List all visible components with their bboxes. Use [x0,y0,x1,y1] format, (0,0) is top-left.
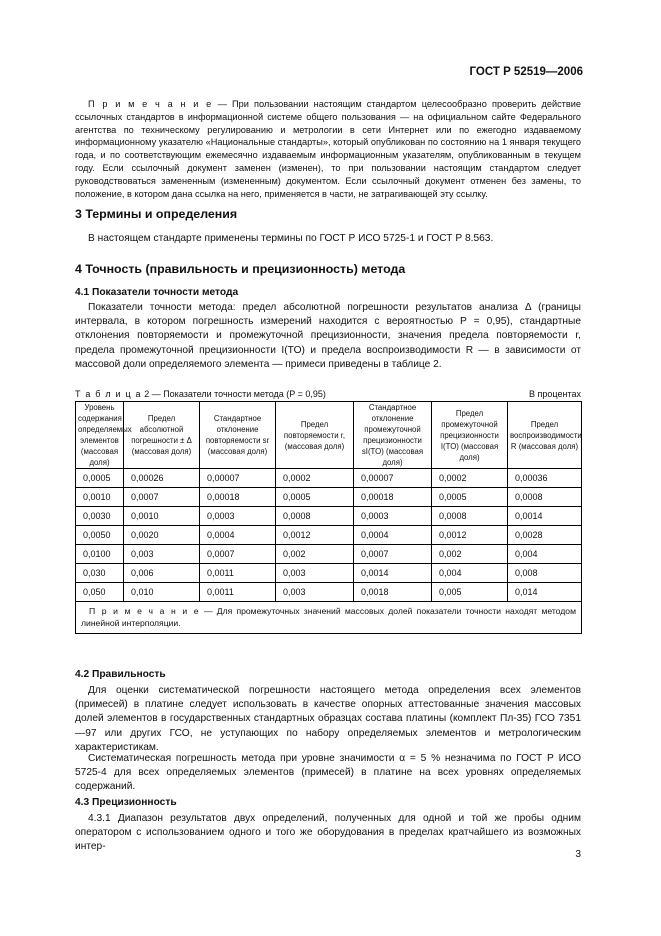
table-cell: 0,0005 [432,488,508,507]
note-top-lead: П р и м е ч а н и е [88,99,213,109]
section-4-2-text-2: Систематическая погрешность метода при уровне значимости α = 5 % незначима по ГОСТ Р ИСО 5725-4 для всех определяемых элементов (примесей) в платине на всех уровнях определяемых содержаний. [75,753,581,793]
table-row [76,564,582,583]
table-cell: 0,002 [432,545,508,564]
table-cell: 0,014 [508,583,582,602]
section-4-1-text: Показатели точности метода: предел абсолютной погрешности результатов анализа Δ (границы интервала, в котором погрешность измерений находится с вероятностью P = 0,95), стандартные отклонения повторяемости и промежуточной прецизионности, значения предела повторяемости r, предела промежуточной прецизионности I(TO) и предела воспроизводимости R — в зависимости от массовой доли определяемого элемента — примеси приведены в таблице 2. [75,302,581,370]
table-cell: 0,00018 [354,488,432,507]
table-note-lead: П р и м е ч а н и е [89,606,200,616]
table-cell: 0,0004 [200,526,276,545]
table-cell: 0,0050 [76,526,124,545]
table-cell: 0,004 [508,545,582,564]
table-unit: В процентах [529,389,581,399]
table-cell: 0,0100 [76,545,124,564]
table-caption [75,389,326,399]
section-3-title: 3 Термины и определения [75,207,238,221]
table-cell: 0,00007 [200,469,276,488]
table-cell: 0,003 [276,564,354,583]
table-header-cell: Уровень содержания определяемых элементов (массовая доля) [76,402,124,469]
table-cell: 0,0018 [354,583,432,602]
table-cell: 0,0008 [276,507,354,526]
table-cell: 0,0011 [200,564,276,583]
table-cell: 0,010 [124,583,200,602]
section-4-1-title: 4.1 Показатели точности метода [75,287,239,298]
section-4-1-paragraph [75,301,581,372]
table-row [76,488,582,507]
section-4-2-title: 4.2 Правильность [75,669,166,680]
table-cell: 0,0002 [276,469,354,488]
table-row [76,583,582,602]
table-cell: 0,0028 [508,526,582,545]
section-3-text: В настоящем стандарте применены термины по ГОСТ Р ИСО 5725-1 и ГОСТ Р 8.563. [88,233,494,244]
table-cell: 0,050 [76,583,124,602]
table-caption-lead: Т а б л и ц а [75,389,142,399]
table-cell: 0,0014 [508,507,582,526]
table-header-cell: Предел абсолютной погрешности ± Δ (массовая доля) [124,402,200,469]
table-cell: 0,003 [124,545,200,564]
section-4-3-text: 4.3.1 Диапазон результатов двух определений, полученных для одной и той же пробы одним оператором с использованием одного и того же оборудования в пределах кратчайшего из возможных интер- [75,813,581,853]
table-cell: 0,0008 [508,488,582,507]
table-row [76,469,582,488]
note-top-text: — При пользовании настоящим стандартом целесообразно проверить действие ссылочных стандартов в информационной системе общего пользования — на официальном сайте Федерального агентства по техническому регулированию и метрологии в сети Интернет или по ежегодно издаваемому информационному указателю «Национальные стандарты», который опубликован по состоянию на 1 января текущего года, и по соответствующим ежемесячно издаваемым информационным указателям, опубликованным в текущем году. Если ссылочный документ заменен (изменен), то при пользовании настоящим стандартом следует руководствоваться замененным (измененным) документом. Если ссылочный документ отменен без замены, то положение, в котором дана ссылка на него, применяется в части, не затрагивающей эту ссылку. [75,99,581,199]
table-note-row [76,602,582,634]
table-cell: 0,0003 [200,507,276,526]
table-cell: 0,004 [432,564,508,583]
section-4-title: 4 Точность (правильность и прецизионность) метода [75,262,406,276]
section-4-3-paragraph [75,812,581,855]
table-row [76,545,582,564]
table-cell: 0,0005 [76,469,124,488]
section-4-2-paragraph-1 [75,684,581,755]
table-cell: 0,00007 [354,469,432,488]
table-caption-text: 2 — Показатели точности метода (P = 0,95) [141,389,326,399]
page-number: 3 [575,849,581,860]
standard-header: ГОСТ Р 52519—2006 [469,66,583,78]
table-note-text: — Для промежуточных значений массовых долей показатели точности находят методом линейной интерполяции. [81,606,576,628]
table-row [76,507,582,526]
table-cell: 0,0010 [124,507,200,526]
table-header-cell: Стандартное отклонение повторяемости sr (массовая доля) [200,402,276,469]
table-note [76,602,582,634]
table-row [76,526,582,545]
table-cell: 0,00018 [200,488,276,507]
table-cell: 0,0020 [124,526,200,545]
table-cell: 0,0005 [276,488,354,507]
section-4-2-text-1: Для оценки систематической погрешности настоящего метода определения всех элементов (примесей) в платине следует использовать в качестве опорных аттестованные значения массовых долей элементов в государственных стандартных образцах состава платины (комплект Пл-35) ГСО 7351—97 или других ГСО, не уступающих по набору определяемых элементов и метрологическим характеристикам. [75,685,581,753]
table-header-cell: Предел повторяемости r, (массовая доля) [276,402,354,469]
table-cell: 0,0008 [432,507,508,526]
table-cell: 0,030 [76,564,124,583]
table-cell: 0,00026 [124,469,200,488]
accuracy-table-container [75,401,581,634]
table-header-cell: Предел воспроизводимости R (массовая доля) [508,402,582,469]
table-header-row [76,402,582,469]
table-cell: 0,0004 [354,526,432,545]
table-cell: 0,0012 [432,526,508,545]
table-cell: 0,002 [276,545,354,564]
table-cell: 0,0003 [354,507,432,526]
table-cell: 0,008 [508,564,582,583]
table-cell: 0,005 [432,583,508,602]
table-header-cell: Предел промежуточной прецизионности I(TO) (массовая доля) [432,402,508,469]
section-4-3-title: 4.3 Прецизионность [75,797,177,808]
table-header-cell: Стандартное отклонение промежуточной прецизионности sI(TO) (массовая доля) [354,402,432,469]
table-cell: 0,0011 [200,583,276,602]
section-3-paragraph [75,232,581,246]
table-cell: 0,0012 [276,526,354,545]
table-cell: 0,0010 [76,488,124,507]
table-cell: 0,003 [276,583,354,602]
table-cell: 0,006 [124,564,200,583]
table-cell: 0,0007 [124,488,200,507]
table-cell: 0,0014 [354,564,432,583]
note-top [75,98,581,200]
accuracy-table [75,401,582,634]
table-cell: 0,00036 [508,469,582,488]
table-cell: 0,0002 [432,469,508,488]
table-cell: 0,0007 [354,545,432,564]
section-4-2-paragraph-2 [75,752,581,795]
table-cell: 0,0030 [76,507,124,526]
table-cell: 0,0007 [200,545,276,564]
